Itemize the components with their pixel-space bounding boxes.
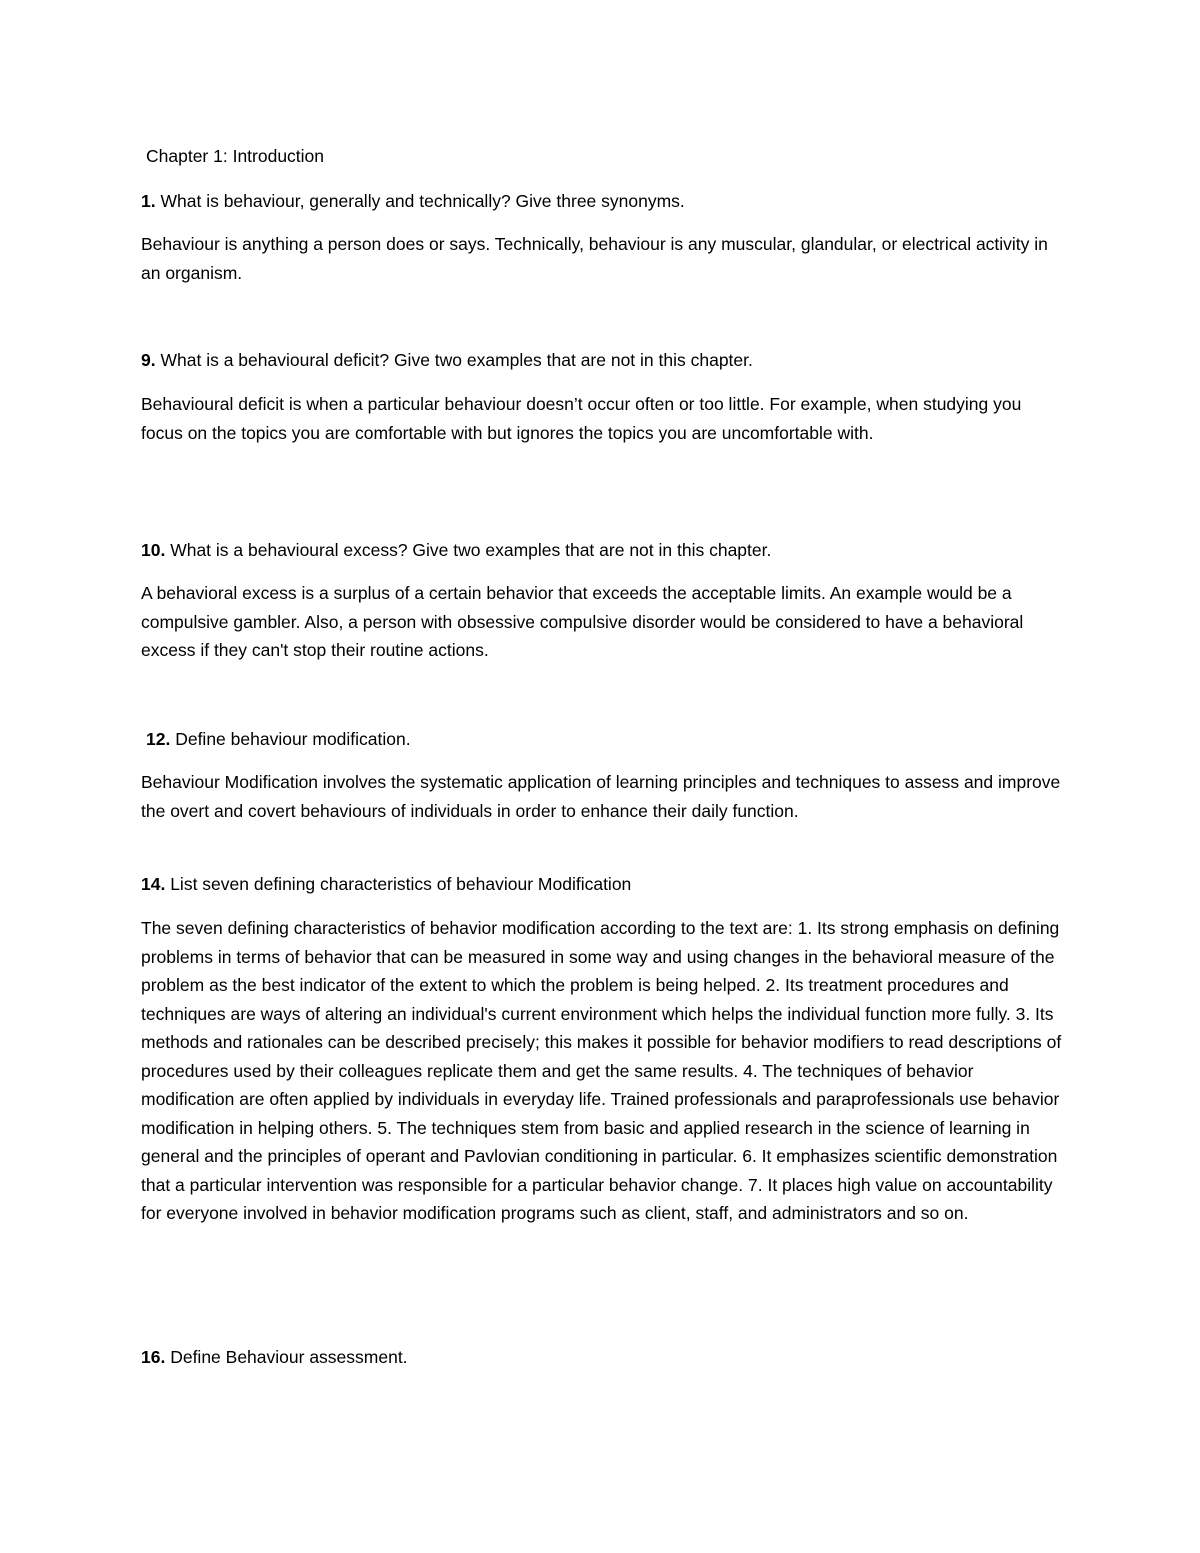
answer-10: A behavioral excess is a surplus of a certain behavior that exceeds the acceptable limits. An example would be a compulsive gambler. Also, a person with obsessive compulsive disorder would be considered to have a behavioral excess if they can't stop their routine actions. [141, 583, 1024, 660]
question-text: List seven defining characteristics of behaviour Modification [170, 874, 632, 894]
question-number: 9. [141, 350, 156, 370]
question-number: 16. [141, 1347, 166, 1367]
chapter-title: Chapter 1: Introduction [146, 146, 325, 166]
answer-9: Behavioural deficit is when a particular behaviour doesn’t occur often or too little. For example, when studying you focus on the topics you are comfortable with but ignores the topics you are uncomfortable with. [141, 394, 1022, 443]
question-16 [141, 1343, 408, 1372]
question-text: Define behaviour modification. [175, 729, 411, 749]
question-number: 14. [141, 874, 166, 894]
question-text: Define Behaviour assessment. [170, 1347, 408, 1367]
question-text: What is a behavioural excess? Give two examples that are not in this chapter. [170, 540, 772, 560]
answer-14: The seven defining characteristics of behavior modification according to the text are: 1. Its strong emphasis on defining problems in terms of behavior that can be measured in some way and using changes in the behavioral measure of the problem as the best indicator of the extent to which the problem is being helped. 2. Its treatment procedures and techniques are ways of altering an individual's current environment which helps the individual function more fully. 3. Its methods and rationales can be described precisely; this makes it possible for behavior modifiers to read descriptions of procedures used by their colleagues replicate them and get the same results. 4. The techniques of behavior modification are often applied by individuals in everyday life. Trained professionals and paraprofessionals use behavior modification in helping others. 5. The techniques stem from basic and applied research in the science of learning in general and the principles of operant and Pavlovian conditioning in particular. 6. It emphasizes scientific demonstration that a particular intervention was responsible for a particular behavior change. 7. It places high value on accountability for everyone involved in behavior modification programs such as client, staff, and administrators and so on. [141, 918, 1062, 1223]
question-9 [141, 346, 753, 375]
question-14 [141, 870, 631, 899]
question-number: 1. [141, 191, 156, 211]
question-10 [141, 536, 771, 565]
question-text: What is behaviour, generally and technically? Give three synonyms. [160, 191, 685, 211]
question-1 [141, 187, 685, 216]
question-text: What is a behavioural deficit? Give two examples that are not in this chapter. [160, 350, 753, 370]
question-number: 12. [146, 729, 171, 749]
question-12 [146, 725, 411, 754]
answer-1: Behaviour is anything a person does or says. Technically, behaviour is any muscular, glandular, or electrical activity in an organism. [141, 234, 1048, 283]
answer-12: Behaviour Modification involves the systematic application of learning principles and techniques to assess and improve the overt and covert behaviours of individuals in order to enhance their daily function. [141, 772, 1061, 821]
question-number: 10. [141, 540, 166, 560]
